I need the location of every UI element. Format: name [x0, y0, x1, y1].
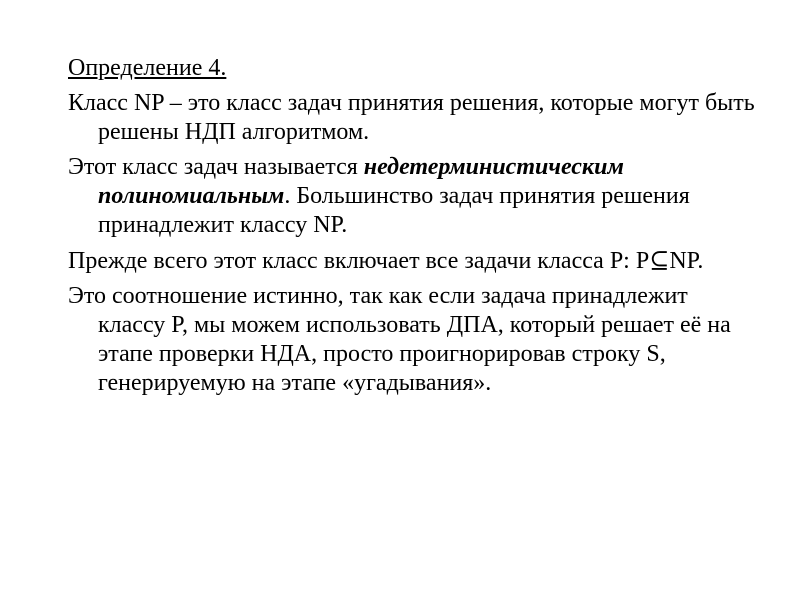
slide-content	[68, 54, 758, 404]
subset-symbol: ⊆	[649, 246, 670, 274]
paragraph-p-subset	[68, 246, 758, 276]
paragraph-p-subset-start: Прежде всего этот класс включает все задачи класса P: P	[68, 248, 650, 274]
paragraph-p-subset-end: NP.	[669, 248, 704, 274]
paragraph-np-name	[68, 153, 758, 240]
definition-heading: Определение 4.	[68, 55, 227, 81]
emphasis-term: недетерминистическим полиномиальным	[98, 154, 624, 209]
paragraph-np-name-end: . Большинство задач принятия решения принадлежит классу NP.	[98, 183, 690, 238]
paragraph-np-class: Класс NP – это класс задач принятия решения, которые могут быть решены НДП алгоритмом.	[68, 90, 755, 145]
paragraph-np-name-start: Этот класс задач называется	[68, 154, 358, 180]
paragraph-proof: Это соотношение истинно, так как если задача принадлежит классу P, мы можем использовать ДПА, который решает её на этапе проверки НДА, просто проигнорировав строку S, генерируемую на этапе «угадывания».	[68, 283, 731, 396]
